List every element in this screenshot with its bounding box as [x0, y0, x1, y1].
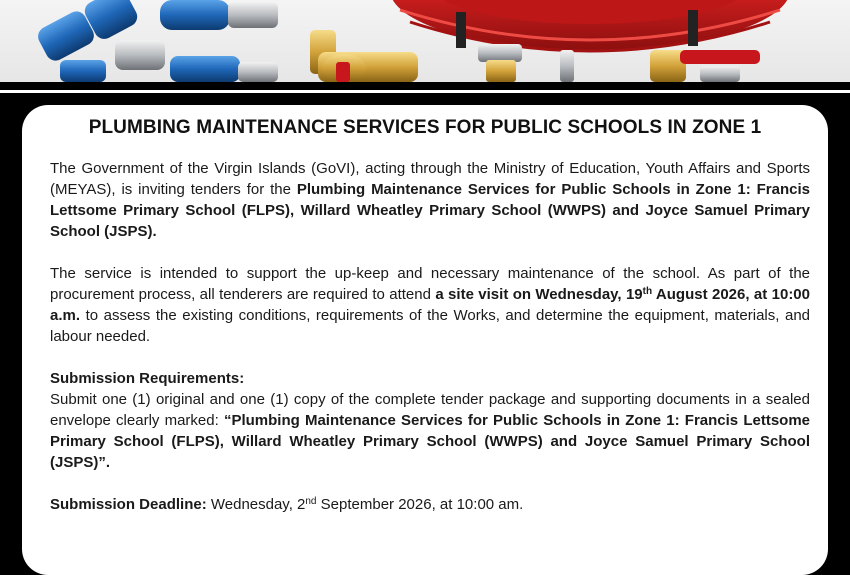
red-garden-hose-icon: [390, 0, 790, 51]
header-banner-image: [0, 0, 850, 82]
site-visit-date: a site visit on Wednesday, 19th August 2026, at 10:00 a.m.: [50, 286, 810, 324]
intro-paragraph: [50, 158, 810, 242]
submission-deadline-label: Submission Deadline:: [50, 496, 207, 513]
tender-name: Plumbing Maintenance Services for Public Schools in Zone 1: Francis Lettsome Primary School (FLPS), Willard Wheatley Primary School (WWPS) and Joyce Samuel Primary School (JSPS).: [50, 181, 810, 240]
brass-ball-valve-icon: [310, 30, 418, 82]
blue-hose-coupling-icon: [35, 0, 278, 82]
submission-requirements-heading: Submission Requirements:: [50, 370, 245, 387]
site-visit-paragraph: [50, 263, 810, 347]
intro-text: The Government of the Virgin Islands (GoVI), acting through the Ministry of Education, Youth Affairs and Sports (MEYAS), is inviting tenders for the: [50, 160, 810, 198]
tender-notice-card: [22, 105, 828, 575]
site-visit-intro: The service is intended to support the up-keep and necessary maintenance of the school. As part of the procurement process, all tenderers are required to attend: [50, 265, 810, 303]
notice-body: [50, 158, 810, 536]
submission-deadline-value: Wednesday, 2nd September 2026, at 10:00 am.: [206, 496, 524, 513]
submission-deadline-paragraph: [50, 494, 810, 515]
site-visit-outro: to assess the existing conditions, requirements of the Works, and determine the equipment, materials, and labour needed.: [50, 307, 810, 345]
envelope-marking: “Plumbing Maintenance Services for Public Schools in Zone 1: Francis Lettsome Primary School (FLPS), Willard Wheatley Primary School (WWPS) and Joyce Samuel Primary School (JSPS)”.: [50, 412, 810, 471]
banner-divider: [0, 90, 850, 93]
plumbing-parts-illustration: [0, 0, 850, 82]
submission-requirements-paragraph: [50, 368, 810, 473]
notice-title: PLUMBING MAINTENANCE SERVICES FOR PUBLIC SCHOOLS IN ZONE 1: [88, 117, 762, 138]
submission-requirements-text: Submit one (1) original and one (1) copy of the complete tender package and supporting documents in a sealed envelope clearly marked:: [50, 391, 810, 429]
